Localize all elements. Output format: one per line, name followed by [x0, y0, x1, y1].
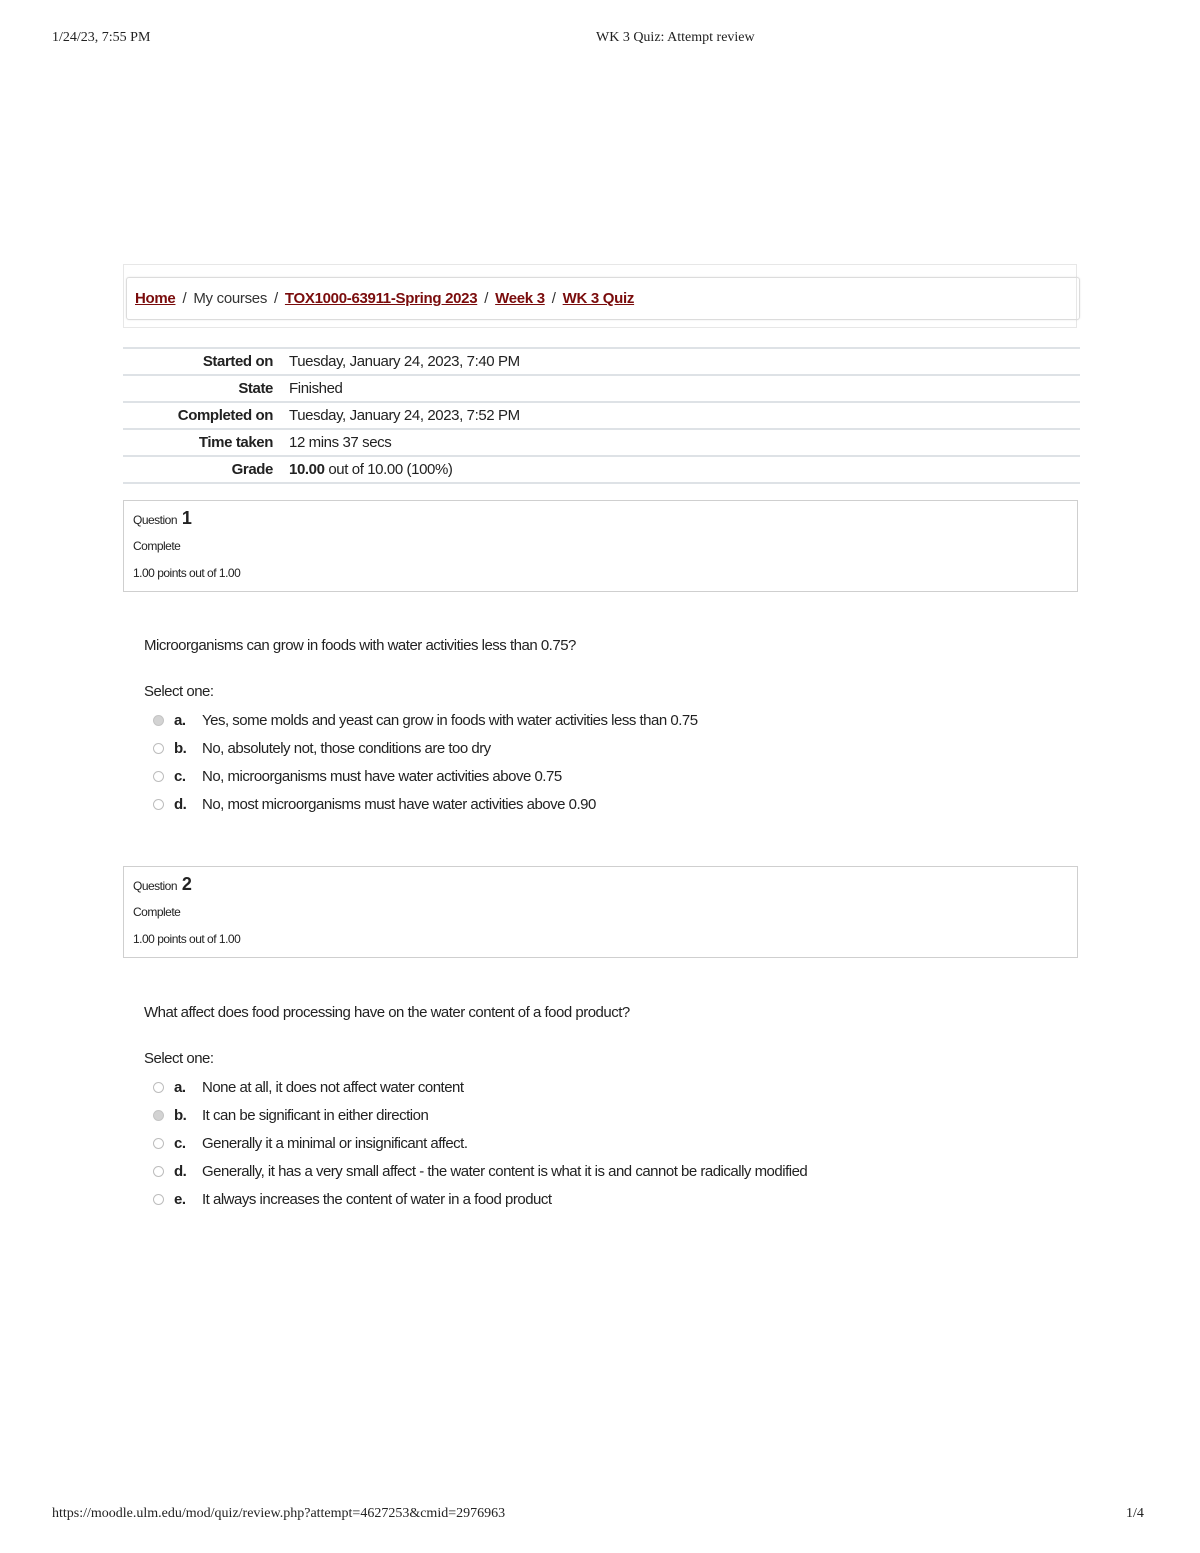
question-number: [133, 508, 191, 529]
breadcrumb-separator: /: [274, 290, 278, 307]
breadcrumb-separator: /: [484, 290, 489, 307]
answer-letter: d.: [174, 1162, 187, 1180]
question-info-box: [123, 866, 1078, 958]
question-number-value: 1: [181, 508, 192, 528]
attempt-summary-table: [123, 347, 1080, 484]
grade-out-of: out of 10.00 (100%): [328, 461, 453, 478]
answer-text: It can be significant in either direction: [202, 1106, 429, 1124]
answer-text: No, most microorganisms must have water activities above 0.90: [202, 795, 596, 813]
summary-value: [289, 461, 452, 478]
breadcrumb-separator: /: [182, 290, 187, 307]
question-state: Complete: [133, 539, 181, 553]
answer-letter: c.: [174, 767, 186, 785]
print-page-title: WK 3 Quiz: Attempt review: [596, 30, 755, 45]
answer-letter: d.: [174, 795, 187, 813]
summary-label: Time taken: [198, 434, 273, 451]
breadcrumb-my-courses: My courses: [193, 290, 268, 307]
answer-option[interactable]: [153, 734, 698, 762]
answer-option[interactable]: [153, 706, 698, 734]
print-url: https://moodle.ulm.edu/mod/quiz/review.php?attempt=4627253&cmid=2976963: [52, 1506, 506, 1521]
answer-letter: e.: [174, 1190, 186, 1208]
print-datetime: 1/24/23, 7:55 PM: [52, 30, 151, 45]
radio-unselected[interactable]: [153, 1138, 164, 1149]
answer-option[interactable]: [153, 1101, 807, 1129]
answer-text: No, microorganisms must have water activities above 0.75: [202, 767, 562, 785]
breadcrumb: [126, 277, 1080, 320]
breadcrumb-home-link[interactable]: Home: [135, 290, 176, 307]
question-number: [133, 874, 191, 895]
summary-value: Finished: [289, 380, 343, 397]
question-number-value: 2: [181, 874, 192, 894]
answer-text: Generally it a minimal or insignificant affect.: [202, 1134, 468, 1152]
summary-row-completed: [123, 403, 1080, 430]
answer-option[interactable]: [153, 1185, 807, 1213]
answer-letter: c.: [174, 1134, 186, 1152]
summary-row-started: [123, 349, 1080, 376]
breadcrumb-course-link[interactable]: TOX1000-63911-Spring 2023: [284, 290, 478, 307]
question-state: Complete: [133, 905, 181, 919]
answer-text: No, absolutely not, those conditions are too dry: [202, 739, 491, 757]
answer-text: It always increases the content of water in a food product: [202, 1190, 552, 1208]
radio-unselected[interactable]: [153, 1166, 164, 1177]
summary-row-time-taken: [123, 430, 1080, 457]
summary-label: Started on: [202, 353, 273, 370]
answer-option[interactable]: [153, 1157, 807, 1185]
grade-score: 10.00: [289, 461, 325, 478]
answer-letter: a.: [174, 1078, 186, 1096]
breadcrumb-week-link[interactable]: Week 3: [495, 290, 545, 307]
answer-option[interactable]: [153, 1073, 807, 1101]
answer-letter: b.: [174, 1106, 187, 1124]
question-grade: 1.00 points out of 1.00: [133, 932, 241, 946]
radio-unselected[interactable]: [153, 771, 164, 782]
breadcrumb-quiz-link[interactable]: WK 3 Quiz: [562, 290, 635, 307]
answer-option[interactable]: [153, 762, 698, 790]
summary-value: 12 mins 37 secs: [289, 434, 392, 451]
answer-text: Generally, it has a very small affect - the water content is what it is and cannot be radically modified: [202, 1162, 808, 1180]
answer-letter: a.: [174, 711, 186, 729]
question-info-box: [123, 500, 1078, 592]
answer-list: [153, 1073, 807, 1213]
answer-letter: b.: [174, 739, 187, 757]
question-label: Question: [133, 879, 178, 893]
radio-unselected[interactable]: [153, 743, 164, 754]
summary-label: Grade: [231, 461, 273, 478]
question-label: Question: [133, 513, 178, 527]
question-text: What affect does food processing have on the water content of a food product?: [144, 1004, 630, 1021]
summary-label: Completed on: [177, 407, 273, 424]
radio-selected[interactable]: [153, 715, 164, 726]
answer-text: Yes, some molds and yeast can grow in foods with water activities less than 0.75: [202, 711, 698, 729]
summary-row-state: [123, 376, 1080, 403]
question-grade: 1.00 points out of 1.00: [133, 566, 241, 580]
select-one-label: Select one:: [144, 1050, 214, 1067]
answer-text: None at all, it does not affect water content: [202, 1078, 464, 1096]
select-one-label: Select one:: [144, 683, 214, 700]
print-page-number: 1/4: [1126, 1506, 1144, 1521]
answer-list: [153, 706, 698, 818]
question-text: Microorganisms can grow in foods with water activities less than 0.75?: [144, 637, 576, 654]
summary-value: Tuesday, January 24, 2023, 7:40 PM: [289, 353, 520, 370]
summary-label: State: [238, 380, 273, 397]
radio-unselected[interactable]: [153, 1194, 164, 1205]
radio-unselected[interactable]: [153, 799, 164, 810]
breadcrumb-separator: /: [551, 290, 556, 307]
radio-selected[interactable]: [153, 1110, 164, 1121]
summary-value: Tuesday, January 24, 2023, 7:52 PM: [289, 407, 520, 424]
summary-row-grade: [123, 457, 1080, 484]
answer-option[interactable]: [153, 1129, 807, 1157]
answer-option[interactable]: [153, 790, 698, 818]
radio-unselected[interactable]: [153, 1082, 164, 1093]
